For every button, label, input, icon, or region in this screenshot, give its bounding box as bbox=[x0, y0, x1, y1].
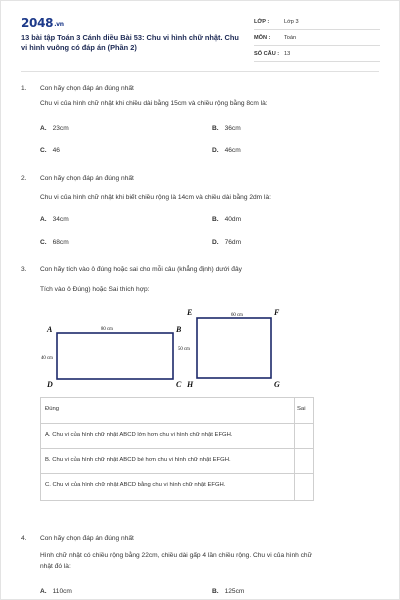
option-value: 68cm bbox=[52, 239, 69, 246]
rectangle-efgh bbox=[197, 318, 271, 378]
column-false-header: Sai bbox=[297, 406, 306, 412]
question-2-option-b[interactable] bbox=[212, 216, 241, 223]
option-letter: A. bbox=[40, 125, 47, 132]
corner-g-label: G bbox=[274, 380, 280, 389]
table-header-row bbox=[41, 398, 313, 424]
meta-count-row bbox=[254, 48, 380, 62]
question-4-instruction: Con hãy chọn đáp án đúng nhất bbox=[40, 535, 134, 542]
false-checkbox-c[interactable] bbox=[295, 474, 314, 500]
option-value: 36cm bbox=[224, 125, 241, 132]
question-1-option-d[interactable] bbox=[212, 147, 241, 154]
false-checkbox-b[interactable] bbox=[295, 449, 314, 473]
question-2-option-c[interactable] bbox=[40, 239, 69, 246]
corner-a-label: A bbox=[47, 325, 53, 334]
question-4-text-line1: Hình chữ nhật có chiều rộng bằng 22cm, chiều dài gấp 4 lần chiều rộng. Chu vi của hình chữ bbox=[40, 552, 313, 559]
logo-text: 2048 bbox=[21, 16, 54, 30]
question-1-option-c[interactable] bbox=[40, 147, 60, 154]
question-4-option-b[interactable] bbox=[212, 588, 244, 595]
question-4-option-a[interactable] bbox=[40, 588, 72, 595]
option-value: 125cm bbox=[224, 588, 245, 595]
rect1-top-length: 80 cm bbox=[101, 327, 113, 332]
question-3-number: 3. bbox=[21, 266, 27, 273]
meta-panel bbox=[254, 16, 380, 64]
corner-c-label: C bbox=[176, 380, 182, 389]
corner-e-label: E bbox=[187, 308, 193, 317]
question-2-text: Chu vi của hình chữ nhật khi biết chiều rộng là 14cm và chiều dài bằng 2dm là: bbox=[40, 194, 271, 201]
option-letter: B. bbox=[212, 125, 219, 132]
statement-b: B. Chu vi của hình chữ nhật ABCD bé hơn chu vi hình chữ nhật EFGH. bbox=[41, 449, 295, 473]
false-checkbox-a[interactable] bbox=[295, 424, 314, 448]
option-letter: A. bbox=[40, 216, 47, 223]
option-value: 110cm bbox=[52, 588, 72, 595]
table-row[interactable] bbox=[41, 424, 313, 449]
document-title: 13 bài tập Toán 3 Cánh diều Bài 53: Chu vi hình chữ nhật. Chu vi hình vuông có đáp án (Phần 2) bbox=[21, 33, 239, 52]
question-1-text: Chu vi của hình chữ nhật khi chiều dài bằng 15cm và chiều rộng bằng 8cm là: bbox=[40, 100, 268, 107]
meta-count-value: 13 bbox=[284, 51, 291, 57]
meta-subject-row bbox=[254, 32, 380, 46]
option-value: 46 bbox=[52, 147, 60, 154]
option-letter: B. bbox=[212, 588, 219, 595]
option-letter: C. bbox=[40, 239, 47, 246]
question-1-option-a[interactable] bbox=[40, 125, 69, 132]
question-1-number: 1. bbox=[21, 85, 27, 92]
table-row[interactable] bbox=[41, 449, 313, 474]
header-divider bbox=[21, 71, 379, 72]
logo-suffix: .vn bbox=[54, 21, 64, 28]
option-value: 34cm bbox=[52, 216, 69, 223]
statement-c: C. Chu vi của hình chữ nhật ABCD bằng chu vi hình chữ nhật EFGH. bbox=[41, 474, 295, 500]
question-3-instruction: Con hãy tích vào ô đúng hoặc sai cho mỗi câu (khẳng định) dưới đây bbox=[40, 266, 242, 273]
meta-grade-value: Lớp 3 bbox=[284, 19, 299, 25]
true-false-table bbox=[40, 397, 314, 501]
rect2-side-length: 50 cm bbox=[178, 347, 190, 352]
option-letter: A. bbox=[40, 588, 47, 595]
corner-b-label: B bbox=[176, 325, 182, 334]
option-letter: D. bbox=[212, 239, 219, 246]
option-value: 40dm bbox=[224, 216, 242, 223]
corner-h-label: H bbox=[187, 380, 194, 389]
question-3-text: Tích vào ô Đúng) hoặc Sai thích hợp: bbox=[40, 286, 150, 293]
corner-d-label: D bbox=[47, 380, 53, 389]
question-2-option-a[interactable] bbox=[40, 216, 69, 223]
question-2-option-d[interactable] bbox=[212, 239, 241, 246]
question-1-option-b[interactable] bbox=[212, 125, 241, 132]
rectangle-abcd bbox=[57, 333, 173, 379]
meta-subject-label: MÔN : bbox=[254, 35, 271, 41]
statement-a: A. Chu vi của hình chữ nhật ABCD lớn hơn chu vi hình chữ nhật EFGH. bbox=[41, 424, 295, 448]
column-true-header: Đúng bbox=[41, 398, 295, 423]
corner-f-label: F bbox=[274, 308, 280, 317]
rectangles-figure bbox=[35, 303, 295, 393]
option-value: 76dm bbox=[224, 239, 242, 246]
rect1-side-length: 40 cm bbox=[41, 356, 53, 361]
question-1-instruction: Con hãy chọn đáp án đúng nhất bbox=[40, 85, 134, 92]
site-logo[interactable] bbox=[21, 16, 64, 30]
meta-count-label: SỐ CÂU : bbox=[254, 51, 280, 57]
meta-subject-value: Toán bbox=[284, 35, 297, 41]
question-2-instruction: Con hãy chọn đáp án đúng nhất bbox=[40, 175, 134, 182]
option-letter: D. bbox=[212, 147, 219, 154]
question-2-number: 2. bbox=[21, 175, 27, 182]
option-letter: B. bbox=[212, 216, 219, 223]
meta-grade-label: LỚP : bbox=[254, 19, 270, 25]
meta-grade-row bbox=[254, 16, 380, 30]
option-value: 46cm bbox=[224, 147, 241, 154]
option-value: 23cm bbox=[52, 125, 69, 132]
table-row[interactable] bbox=[41, 474, 313, 500]
rect2-top-length: 60 cm bbox=[231, 313, 243, 318]
option-letter: C. bbox=[40, 147, 47, 154]
question-4-text-line2: nhật đó là: bbox=[40, 563, 71, 570]
question-4-number: 4. bbox=[21, 535, 27, 542]
